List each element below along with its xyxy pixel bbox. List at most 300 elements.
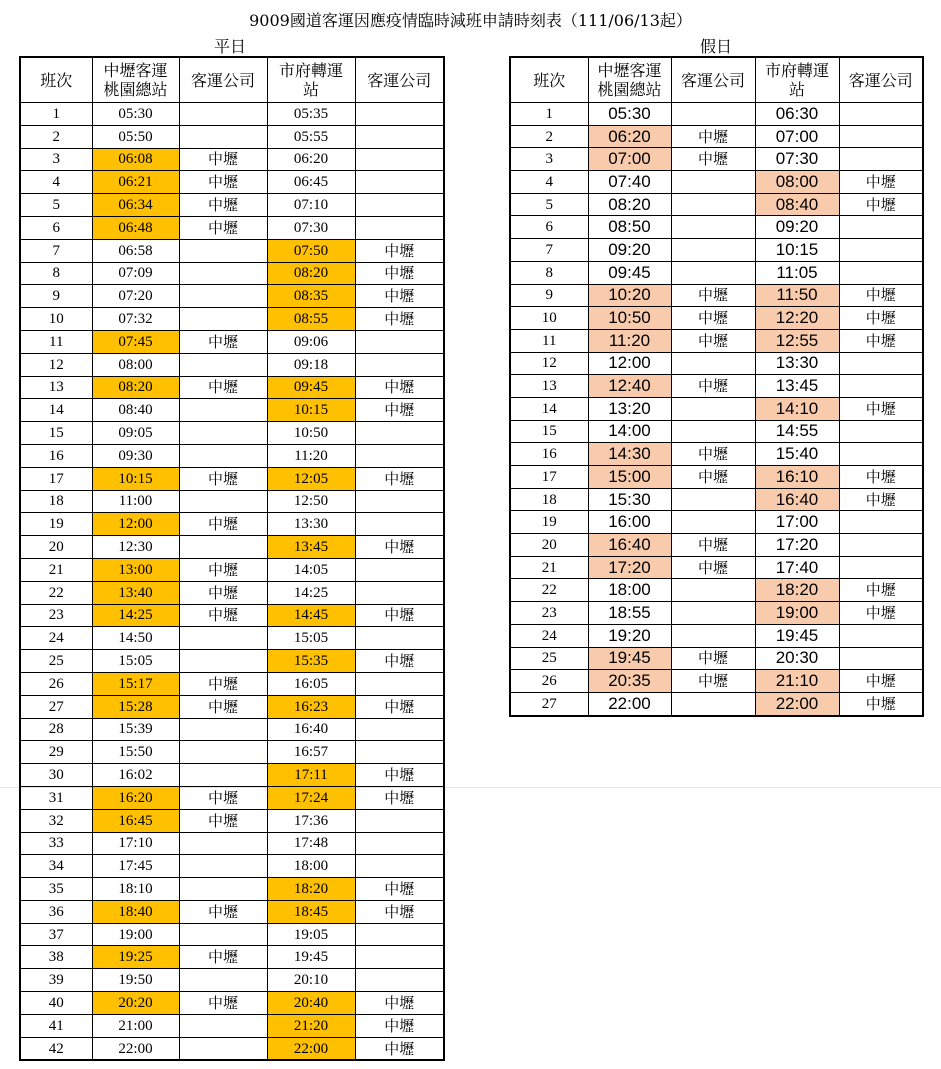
- depart-station-b-cell: 21:10: [755, 670, 839, 693]
- holiday-timetable: [509, 56, 924, 717]
- company-a-cell: [179, 878, 267, 901]
- depart-station-a-cell: 19:50: [92, 969, 179, 992]
- company-b-cell: [839, 261, 923, 284]
- table-row: [20, 1014, 444, 1037]
- table-row: [510, 420, 923, 443]
- depart-station-b-cell: 07:30: [755, 148, 839, 171]
- company-b-cell: 中壢: [355, 1037, 444, 1060]
- table-row: [20, 900, 444, 923]
- depart-station-a-cell: 07:40: [588, 171, 671, 194]
- company-a-cell: [671, 602, 755, 625]
- company-a-cell: 中壢: [179, 992, 267, 1015]
- company-b-cell: [355, 832, 444, 855]
- depart-station-a-cell: 18:40: [92, 900, 179, 923]
- company-b-cell: 中壢: [355, 262, 444, 285]
- company-b-cell: [355, 216, 444, 239]
- trip-number-cell: 34: [20, 855, 92, 878]
- company-a-cell: [179, 1037, 267, 1060]
- company-a-cell: 中壢: [179, 672, 267, 695]
- trip-number-cell: 11: [20, 330, 92, 353]
- company-b-cell: 中壢: [355, 650, 444, 673]
- company-b-cell: [355, 513, 444, 536]
- company-a-cell: 中壢: [179, 946, 267, 969]
- company-b-cell: 中壢: [355, 992, 444, 1015]
- trip-number-cell: 22: [510, 579, 588, 602]
- depart-station-b-cell: 15:05: [267, 627, 355, 650]
- header-company-b: 客運公司: [839, 57, 923, 103]
- company-b-cell: 中壢: [355, 239, 444, 262]
- depart-station-b-cell: 17:36: [267, 809, 355, 832]
- depart-station-b-cell: 16:05: [267, 672, 355, 695]
- table-row: [510, 216, 923, 239]
- table-row: [20, 467, 444, 490]
- depart-station-a-cell: 15:50: [92, 741, 179, 764]
- company-a-cell: [671, 193, 755, 216]
- trip-number-cell: 25: [20, 650, 92, 673]
- table-row: [20, 216, 444, 239]
- trip-number-cell: 10: [510, 307, 588, 330]
- company-b-cell: [355, 558, 444, 581]
- trip-number-cell: 19: [510, 511, 588, 534]
- header-station-a: [588, 57, 671, 103]
- table-row: [20, 695, 444, 718]
- company-b-cell: [355, 171, 444, 194]
- trip-number-cell: 22: [20, 581, 92, 604]
- depart-station-b-cell: 14:25: [267, 581, 355, 604]
- depart-station-a-cell: 07:20: [92, 285, 179, 308]
- company-b-cell: [839, 125, 923, 148]
- company-b-cell: [355, 672, 444, 695]
- trip-number-cell: 14: [510, 397, 588, 420]
- trip-number-cell: 7: [20, 239, 92, 262]
- table-row: [20, 444, 444, 467]
- trip-number-cell: 8: [20, 262, 92, 285]
- depart-station-a-cell: 20:20: [92, 992, 179, 1015]
- company-a-cell: 中壢: [179, 809, 267, 832]
- depart-station-b-cell: 15:40: [755, 443, 839, 466]
- depart-station-b-cell: 17:48: [267, 832, 355, 855]
- depart-station-a-cell: 08:20: [92, 376, 179, 399]
- company-b-cell: [839, 239, 923, 262]
- depart-station-b-cell: 06:20: [267, 148, 355, 171]
- table-row: [510, 284, 923, 307]
- depart-station-a-cell: 08:20: [588, 193, 671, 216]
- depart-station-b-cell: 09:18: [267, 353, 355, 376]
- trip-number-cell: 33: [20, 832, 92, 855]
- depart-station-b-cell: 22:00: [267, 1037, 355, 1060]
- depart-station-b-cell: 17:24: [267, 786, 355, 809]
- trip-number-cell: 28: [20, 718, 92, 741]
- depart-station-b-cell: 14:10: [755, 397, 839, 420]
- depart-station-b-cell: 09:06: [267, 330, 355, 353]
- table-row: [20, 285, 444, 308]
- depart-station-b-cell: 12:20: [755, 307, 839, 330]
- company-a-cell: 中壢: [671, 125, 755, 148]
- depart-station-a-cell: 15:05: [92, 650, 179, 673]
- trip-number-cell: 17: [510, 466, 588, 489]
- trip-number-cell: 13: [20, 376, 92, 399]
- depart-station-b-cell: 17:20: [755, 534, 839, 557]
- company-a-cell: [671, 239, 755, 262]
- trip-number-cell: 15: [510, 420, 588, 443]
- company-b-cell: [355, 946, 444, 969]
- depart-station-a-cell: 22:00: [92, 1037, 179, 1060]
- depart-station-b-cell: 18:00: [267, 855, 355, 878]
- trip-number-cell: 26: [20, 672, 92, 695]
- table-row: [510, 193, 923, 216]
- table-row: [20, 923, 444, 946]
- trip-number-cell: 23: [510, 602, 588, 625]
- company-a-cell: 中壢: [179, 216, 267, 239]
- depart-station-a-cell: 07:09: [92, 262, 179, 285]
- depart-station-a-cell: 12:00: [588, 352, 671, 375]
- header-station-a-label: 中壢客運桃園總站: [597, 61, 662, 99]
- table-row: [20, 969, 444, 992]
- company-b-cell: [355, 627, 444, 650]
- trip-number-cell: 41: [20, 1014, 92, 1037]
- company-a-cell: 中壢: [179, 148, 267, 171]
- depart-station-b-cell: 18:20: [267, 878, 355, 901]
- company-b-cell: [355, 444, 444, 467]
- table-row: [510, 261, 923, 284]
- company-a-cell: 中壢: [179, 513, 267, 536]
- company-b-cell: 中壢: [355, 285, 444, 308]
- depart-station-b-cell: 10:15: [267, 399, 355, 422]
- company-b-cell: [355, 125, 444, 148]
- depart-station-a-cell: 12:30: [92, 536, 179, 559]
- trip-number-cell: 39: [20, 969, 92, 992]
- trip-number-cell: 2: [510, 125, 588, 148]
- company-b-cell: [355, 103, 444, 126]
- depart-station-a-cell: 17:10: [92, 832, 179, 855]
- table-row: [20, 672, 444, 695]
- depart-station-b-cell: 12:50: [267, 490, 355, 513]
- depart-station-b-cell: 16:23: [267, 695, 355, 718]
- depart-station-b-cell: 07:10: [267, 194, 355, 217]
- company-b-cell: [839, 443, 923, 466]
- table-row: [20, 513, 444, 536]
- trip-number-cell: 10: [20, 308, 92, 331]
- trip-number-cell: 5: [20, 194, 92, 217]
- table-row: [510, 443, 923, 466]
- table-row: [510, 556, 923, 579]
- table-row: [20, 330, 444, 353]
- company-a-cell: 中壢: [671, 329, 755, 352]
- company-b-cell: 中壢: [839, 466, 923, 489]
- depart-station-a-cell: 15:30: [588, 488, 671, 511]
- trip-number-cell: 1: [20, 103, 92, 126]
- trip-number-cell: 18: [510, 488, 588, 511]
- trip-number-cell: 14: [20, 399, 92, 422]
- depart-station-a-cell: 06:21: [92, 171, 179, 194]
- depart-station-a-cell: 15:39: [92, 718, 179, 741]
- table-row: [20, 786, 444, 809]
- depart-station-b-cell: 11:05: [755, 261, 839, 284]
- depart-station-b-cell: 17:00: [755, 511, 839, 534]
- table-row: [510, 397, 923, 420]
- depart-station-a-cell: 09:05: [92, 422, 179, 445]
- depart-station-a-cell: 05:30: [92, 103, 179, 126]
- company-b-cell: [839, 556, 923, 579]
- depart-station-b-cell: 07:00: [755, 125, 839, 148]
- depart-station-a-cell: 15:17: [92, 672, 179, 695]
- depart-station-b-cell: 20:40: [267, 992, 355, 1015]
- trip-number-cell: 40: [20, 992, 92, 1015]
- company-a-cell: [179, 718, 267, 741]
- trip-number-cell: 13: [510, 375, 588, 398]
- table-row: [20, 376, 444, 399]
- depart-station-b-cell: 16:40: [755, 488, 839, 511]
- company-b-cell: [839, 148, 923, 171]
- company-b-cell: 中壢: [839, 171, 923, 194]
- depart-station-a-cell: 08:40: [92, 399, 179, 422]
- depart-station-b-cell: 20:30: [755, 647, 839, 670]
- depart-station-a-cell: 15:00: [588, 466, 671, 489]
- trip-number-cell: 38: [20, 946, 92, 969]
- depart-station-a-cell: 16:40: [588, 534, 671, 557]
- company-b-cell: [355, 422, 444, 445]
- company-a-cell: [671, 511, 755, 534]
- depart-station-a-cell: 11:20: [588, 329, 671, 352]
- depart-station-b-cell: 17:11: [267, 764, 355, 787]
- trip-number-cell: 6: [20, 216, 92, 239]
- company-b-cell: 中壢: [839, 284, 923, 307]
- table-row: [20, 125, 444, 148]
- trip-number-cell: 2: [20, 125, 92, 148]
- depart-station-b-cell: 06:45: [267, 171, 355, 194]
- company-a-cell: 中壢: [671, 466, 755, 489]
- depart-station-a-cell: 19:20: [588, 624, 671, 647]
- trip-number-cell: 17: [20, 467, 92, 490]
- trip-number-cell: 25: [510, 647, 588, 670]
- trip-number-cell: 15: [20, 422, 92, 445]
- company-a-cell: [671, 420, 755, 443]
- depart-station-b-cell: 18:45: [267, 900, 355, 923]
- depart-station-b-cell: 21:20: [267, 1014, 355, 1037]
- depart-station-a-cell: 15:28: [92, 695, 179, 718]
- company-b-cell: 中壢: [355, 786, 444, 809]
- company-b-cell: [839, 352, 923, 375]
- table-row: [20, 308, 444, 331]
- table-row: [20, 741, 444, 764]
- trip-number-cell: 20: [20, 536, 92, 559]
- trip-number-cell: 31: [20, 786, 92, 809]
- table-row: [510, 375, 923, 398]
- depart-station-a-cell: 08:00: [92, 353, 179, 376]
- depart-station-a-cell: 12:00: [92, 513, 179, 536]
- company-b-cell: 中壢: [839, 488, 923, 511]
- company-b-cell: 中壢: [355, 764, 444, 787]
- company-a-cell: 中壢: [671, 443, 755, 466]
- company-b-cell: 中壢: [839, 579, 923, 602]
- depart-station-a-cell: 19:45: [588, 647, 671, 670]
- depart-station-a-cell: 09:45: [588, 261, 671, 284]
- depart-station-b-cell: 08:00: [755, 171, 839, 194]
- company-b-cell: [355, 353, 444, 376]
- company-a-cell: [671, 171, 755, 194]
- company-a-cell: [671, 103, 755, 126]
- company-b-cell: 中壢: [839, 670, 923, 693]
- table-row: [20, 399, 444, 422]
- depart-station-b-cell: 13:45: [755, 375, 839, 398]
- company-a-cell: 中壢: [179, 558, 267, 581]
- company-a-cell: 中壢: [671, 307, 755, 330]
- table-row: [510, 670, 923, 693]
- company-b-cell: [839, 624, 923, 647]
- depart-station-b-cell: 14:55: [755, 420, 839, 443]
- depart-station-b-cell: 13:30: [755, 352, 839, 375]
- company-a-cell: 中壢: [179, 376, 267, 399]
- company-a-cell: 中壢: [671, 284, 755, 307]
- depart-station-a-cell: 06:20: [588, 125, 671, 148]
- trip-number-cell: 3: [20, 148, 92, 171]
- table-header-row: [20, 57, 444, 103]
- depart-station-b-cell: 11:20: [267, 444, 355, 467]
- table-row: [20, 171, 444, 194]
- trip-number-cell: 32: [20, 809, 92, 832]
- company-b-cell: [355, 718, 444, 741]
- trip-number-cell: 9: [510, 284, 588, 307]
- company-a-cell: [179, 399, 267, 422]
- trip-number-cell: 5: [510, 193, 588, 216]
- company-b-cell: 中壢: [355, 376, 444, 399]
- company-a-cell: 中壢: [179, 171, 267, 194]
- depart-station-a-cell: 10:15: [92, 467, 179, 490]
- depart-station-a-cell: 12:40: [588, 375, 671, 398]
- table-row: [510, 692, 923, 715]
- depart-station-a-cell: 18:55: [588, 602, 671, 625]
- company-a-cell: 中壢: [671, 534, 755, 557]
- company-b-cell: 中壢: [839, 193, 923, 216]
- trip-number-cell: 21: [20, 558, 92, 581]
- depart-station-a-cell: 19:25: [92, 946, 179, 969]
- table-row: [510, 534, 923, 557]
- depart-station-b-cell: 16:57: [267, 741, 355, 764]
- depart-station-a-cell: 06:08: [92, 148, 179, 171]
- header-no: 班次: [20, 57, 92, 103]
- trip-number-cell: 6: [510, 216, 588, 239]
- depart-station-b-cell: 19:05: [267, 923, 355, 946]
- depart-station-b-cell: 13:30: [267, 513, 355, 536]
- depart-station-b-cell: 06:30: [755, 103, 839, 126]
- depart-station-b-cell: 08:35: [267, 285, 355, 308]
- company-a-cell: [179, 490, 267, 513]
- trip-number-cell: 35: [20, 878, 92, 901]
- table-row: [20, 536, 444, 559]
- table-row: [510, 307, 923, 330]
- header-station-b-label: 市府轉運站: [278, 61, 343, 99]
- weekday-label: 平日: [214, 37, 247, 56]
- company-b-cell: 中壢: [355, 399, 444, 422]
- company-a-cell: [179, 103, 267, 126]
- depart-station-b-cell: 12:05: [267, 467, 355, 490]
- company-a-cell: [671, 488, 755, 511]
- depart-station-a-cell: 22:00: [588, 692, 671, 715]
- trip-number-cell: 12: [510, 352, 588, 375]
- company-b-cell: [355, 330, 444, 353]
- company-a-cell: [671, 624, 755, 647]
- table-row: [510, 466, 923, 489]
- company-a-cell: 中壢: [179, 581, 267, 604]
- trip-number-cell: 20: [510, 534, 588, 557]
- company-b-cell: [355, 969, 444, 992]
- company-a-cell: [179, 627, 267, 650]
- holiday-rows: [510, 103, 923, 716]
- table-row: [20, 809, 444, 832]
- trip-number-cell: 4: [510, 171, 588, 194]
- depart-station-a-cell: 16:45: [92, 809, 179, 832]
- depart-station-b-cell: 07:50: [267, 239, 355, 262]
- company-b-cell: [355, 490, 444, 513]
- depart-station-b-cell: 19:45: [755, 624, 839, 647]
- depart-station-b-cell: 14:05: [267, 558, 355, 581]
- depart-station-a-cell: 14:25: [92, 604, 179, 627]
- depart-station-a-cell: 07:45: [92, 330, 179, 353]
- depart-station-b-cell: 15:35: [267, 650, 355, 673]
- depart-station-a-cell: 09:30: [92, 444, 179, 467]
- header-company-a: 客運公司: [179, 57, 267, 103]
- depart-station-b-cell: 16:40: [267, 718, 355, 741]
- depart-station-a-cell: 09:20: [588, 239, 671, 262]
- trip-number-cell: 18: [20, 490, 92, 513]
- trip-number-cell: 16: [20, 444, 92, 467]
- company-a-cell: [179, 444, 267, 467]
- company-a-cell: [671, 352, 755, 375]
- table-row: [20, 422, 444, 445]
- trip-number-cell: 9: [20, 285, 92, 308]
- trip-number-cell: 24: [20, 627, 92, 650]
- depart-station-b-cell: 09:45: [267, 376, 355, 399]
- company-b-cell: [355, 809, 444, 832]
- company-b-cell: 中壢: [355, 1014, 444, 1037]
- company-b-cell: 中壢: [839, 692, 923, 715]
- table-row: [510, 602, 923, 625]
- company-b-cell: 中壢: [839, 397, 923, 420]
- company-a-cell: [671, 261, 755, 284]
- depart-station-b-cell: 09:20: [755, 216, 839, 239]
- trip-number-cell: 1: [510, 103, 588, 126]
- company-a-cell: 中壢: [179, 695, 267, 718]
- depart-station-a-cell: 08:50: [588, 216, 671, 239]
- company-a-cell: [179, 262, 267, 285]
- company-b-cell: 中壢: [355, 900, 444, 923]
- table-row: [510, 579, 923, 602]
- company-a-cell: [179, 285, 267, 308]
- company-b-cell: [839, 647, 923, 670]
- company-b-cell: [355, 194, 444, 217]
- depart-station-a-cell: 17:20: [588, 556, 671, 579]
- trip-number-cell: 37: [20, 923, 92, 946]
- trip-number-cell: 21: [510, 556, 588, 579]
- company-a-cell: [179, 536, 267, 559]
- company-b-cell: [839, 420, 923, 443]
- company-a-cell: [671, 692, 755, 715]
- company-a-cell: 中壢: [179, 194, 267, 217]
- holiday-label: 假日: [700, 37, 733, 56]
- table-row: [510, 352, 923, 375]
- depart-station-a-cell: 06:34: [92, 194, 179, 217]
- company-b-cell: 中壢: [355, 467, 444, 490]
- trip-number-cell: 30: [20, 764, 92, 787]
- table-row: [20, 103, 444, 126]
- table-row: [510, 511, 923, 534]
- company-a-cell: [179, 239, 267, 262]
- depart-station-a-cell: 14:50: [92, 627, 179, 650]
- table-row: [20, 239, 444, 262]
- header-station-b-label: 市府轉運站: [764, 61, 829, 99]
- table-row: [510, 239, 923, 262]
- company-a-cell: 中壢: [179, 604, 267, 627]
